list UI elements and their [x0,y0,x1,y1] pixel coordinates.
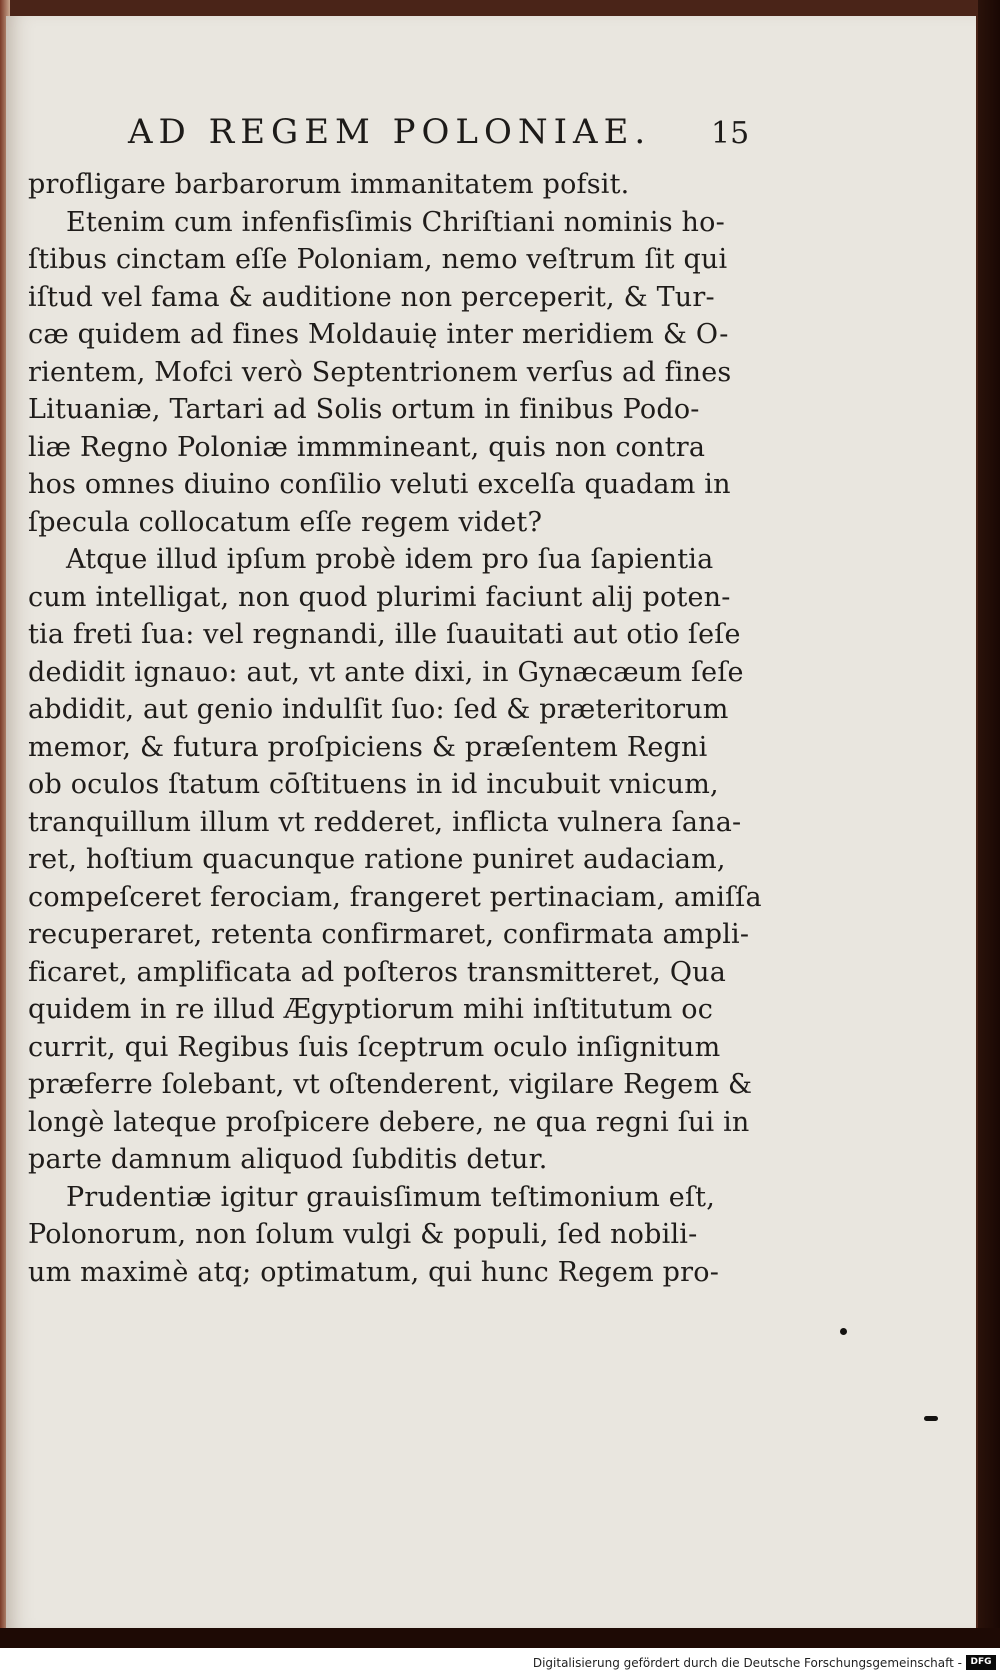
text-line: hos omnes diuino conſilio veluti excelſa quadam in [28,469,731,500]
page-shadow-right [978,0,1000,1648]
text-line: liæ Regno Poloniæ immmineant, quis non contra [28,431,706,463]
text-line: ob oculos ſtatum cōſtituens in id incubuit vnicum, [28,769,719,800]
book-page [6,16,976,1630]
text-line: ret, hoſtium quacunque ratione puniret audaciam, [28,844,726,875]
text-line: Lituaniæ, Tartari ad Solis ortum in finibus Podo- [28,394,700,425]
text-line: memor, & futura proſpiciens & præſentem Regni [28,731,708,763]
text-line: dedidit ignauo: aut, vt ante dixi, in Gynæcæum ſeſe [28,656,744,688]
ink-spot [840,1328,847,1335]
text-line: Atque illud ipſum probè idem pro ſua ſapientia [66,544,714,575]
text-line: parte damnum aliquod ſubditis detur. [28,1144,548,1175]
running-head [6,112,976,162]
text-line: tia freti ſua: vel regnandi, ille ſuauitati aut otio ſeſe [28,619,741,650]
text-line: compeſceret ferociam, frangeret pertinaciam, amiſſa [28,881,762,913]
page-number: 15 [711,116,750,151]
text-line: cum intelligat, non quod plurimi faciunt alij poten- [28,581,731,613]
text-line: longè lateque proſpicere debere, ne qua regni ſui in [28,1106,750,1138]
text-line: ficaret, amplificata ad poſteros transmitteret, Qua [28,956,727,988]
text-line: Polonorum, non ſolum vulgi & populi, ſed nobili- [28,1219,698,1250]
text-line: rientem, Mofci verò Septentrionem verſus ad fines [28,356,732,388]
funding-credit: Digitalisierung gefördert durch die Deutsche Forschungsgemeinschaft - [532,1656,962,1670]
text-line: iſtud vel fama & auditione non perceperit, & Tur- [28,281,715,313]
text-line: abdidit, aut genio indulſit ſuo: ſed & præteritorum [28,694,729,725]
dfg-logo: DFG [966,1655,996,1670]
text-line: recuperaret, retenta confirmaret, confirmata ampli- [28,919,750,950]
footer-bar [0,1648,1000,1678]
body-text [28,166,762,1291]
text-line: ſpecula collocatum eſſe regem videt? [28,506,543,538]
text-line: quidem in re illud Ægyptiorum mihi inſtitutum oc [28,994,714,1025]
text-line: ſtibus cinctam eſſe Poloniam, nemo veſtrum ſit qui [28,244,728,275]
text-line: currit, qui Regibus ſuis ſceptrum oculo inſignitum [28,1031,721,1063]
text-line: Etenim cum infenfisſimis Chriſtiani nominis ho- [66,206,725,238]
ink-spot [924,1416,938,1421]
running-head-title: AD REGEM POLONIAE. [128,112,652,152]
text-line: profligare barbarorum immanitatem pofsit. [28,169,630,200]
text-line: cæ quidem ad fines Moldauię inter meridiem & O- [28,319,729,350]
text-line: præferre ſolebant, vt oſtenderent, vigilare Regem & [28,1069,753,1100]
text-line: um maximè atq; optimatum, qui hunc Regem pro- [28,1256,720,1288]
text-line: Prudentiæ igitur grauisſimum teſtimonium eſt, [66,1181,715,1213]
text-line: tranquillum illum vt redderet, inflicta vulnera ſana- [28,806,742,838]
page-shadow-bottom [0,1628,1000,1648]
